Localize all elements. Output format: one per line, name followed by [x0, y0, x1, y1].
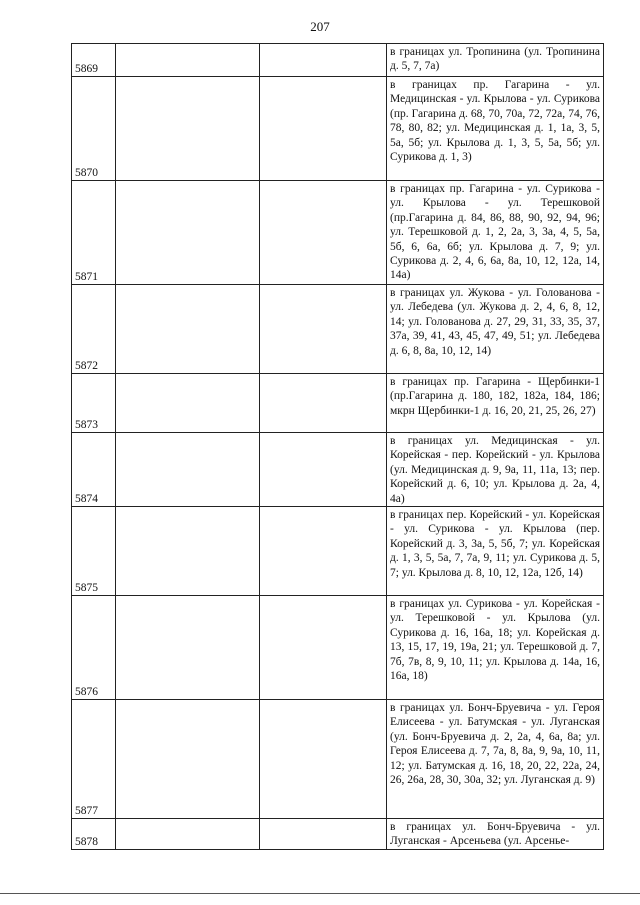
row-number: 5871: [72, 181, 116, 285]
empty-cell: [116, 700, 260, 819]
empty-cell: [116, 285, 260, 374]
empty-cell: [116, 181, 260, 285]
table-row: [72, 44, 604, 77]
table-row: [72, 507, 604, 596]
boundary-description: в границах пр. Гагарина - ул. Сурикова - ул. Крылова - ул. Терешковой (пр.Гагарина д. 84, 86, 88, 90, 92, 94, 96; ул. Терешковой д. 1, 2, 2а, 3, 3а, 4, 5, 5а, 5б, 6, 6а, 6б; ул. Крылова д. 7, 9; ул. Сурикова д. 2, 4, 6, 6а, 8а, 10, 12, 12а, 14, 14а): [387, 181, 604, 285]
table-row: [72, 181, 604, 285]
table-row: [72, 819, 604, 850]
row-number: 5876: [72, 596, 116, 700]
empty-cell: [260, 596, 387, 700]
boundary-description: в границах пр. Гагарина - Щербинки-1 (пр.Гагарина д. 180, 182, 182а, 184, 186; мкрн Щербинки-1 д. 16, 20, 21, 25, 26, 27): [387, 374, 604, 433]
empty-cell: [260, 285, 387, 374]
empty-cell: [260, 433, 387, 507]
empty-cell: [116, 77, 260, 181]
empty-cell: [116, 44, 260, 77]
boundary-description: в границах ул. Медицинская - ул. Корейская - пер. Корейский - ул. Крылова (ул. Медицинская д. 9, 9а, 11, 11а, 13; пер. Корейский д. 6, 10; ул. Крылова д. 2а, 4, 4а): [387, 433, 604, 507]
table-row: [72, 77, 604, 181]
boundary-description: в границах пер. Корейский - ул. Корейская - ул. Сурикова - ул. Крылова (пер. Корейский д. 3, 3а, 5, 5б, 7; ул. Корейская д. 1, 3, 5, 5а, 7, 7а, 9, 11; ул. Сурикова д. 5, 7; ул. Крылова д. 8, 10, 12, 12а, 12б, 14): [387, 507, 604, 596]
row-number: 5877: [72, 700, 116, 819]
boundary-description: в границах ул. Бонч-Бруевича - ул. Героя Елисеева - ул. Батумская - ул. Луганская (ул. Бонч-Бруевича д. 2, 2а, 4, 6а, 8а; ул. Героя Елисеева д. 7, 7а, 8, 8а, 9, 9а, 10, 11, 12; ул. Батумская д. 16, 18, 20, 22, 22а, 24, 26, 26а, 28, 30, 30а, 32; ул. Луганская д. 9): [387, 700, 604, 819]
page-number: 207: [310, 19, 330, 34]
row-number: 5873: [72, 374, 116, 433]
boundary-description: в границах ул. Тропинина (ул. Тропинина д. 5, 7, 7а): [387, 44, 604, 77]
table-row: [72, 596, 604, 700]
empty-cell: [260, 181, 387, 285]
boundary-description: в границах ул. Жукова - ул. Голованова - ул. Лебедева (ул. Жукова д. 2, 4, 6, 8, 12, 14; ул. Голованова д. 27, 29, 31, 33, 35, 37, 37а, 39, 41, 43, 45, 47, 49, 51; ул. Лебедева д. 6, 8, 8а, 10, 12, 14): [387, 285, 604, 374]
empty-cell: [116, 596, 260, 700]
row-number: 5869: [72, 44, 116, 77]
empty-cell: [116, 433, 260, 507]
empty-cell: [260, 77, 387, 181]
empty-cell: [116, 507, 260, 596]
table-row: [72, 433, 604, 507]
empty-cell: [260, 700, 387, 819]
districts-table: [71, 43, 604, 850]
empty-cell: [260, 819, 387, 850]
empty-cell: [260, 507, 387, 596]
empty-cell: [260, 44, 387, 77]
row-number: 5872: [72, 285, 116, 374]
row-number: 5878: [72, 819, 116, 850]
empty-cell: [260, 374, 387, 433]
table-row: [72, 700, 604, 819]
boundary-description: в границах ул. Сурикова - ул. Корейская - ул. Терешковой - ул. Крылова (ул. Сурикова д. 16, 16а, 18; ул. Корейская д. 13, 15, 17, 19, 19а, 21; ул. Терешковой д. 7, 7б, 7в, 8, 9, 10, 11; ул. Крылова д. 14а, 16, 16а, 18): [387, 596, 604, 700]
empty-cell: [116, 374, 260, 433]
boundary-description: в границах пр. Гагарина - ул. Медицинская - ул. Крылова - ул. Сурикова (пр. Гагарина д. 68, 70, 70а, 72, 72а, 74, 76, 78, 80, 82; ул. Медицинская д. 1, 1а, 3, 5, 5а, 5б; ул. Крылова д. 1, 3, 5, 5а, 5б; ул. Сурикова д. 1, 3): [387, 77, 604, 181]
row-number: 5875: [72, 507, 116, 596]
empty-cell: [116, 819, 260, 850]
boundary-description: в границах ул. Бонч-Бруевича - ул. Луганская - Арсеньева (ул. Арсенье-: [387, 819, 604, 850]
table-row: [72, 374, 604, 433]
page-bottom-rule: [0, 893, 640, 894]
row-number: 5874: [72, 433, 116, 507]
table-row: [72, 285, 604, 374]
row-number: 5870: [72, 77, 116, 181]
